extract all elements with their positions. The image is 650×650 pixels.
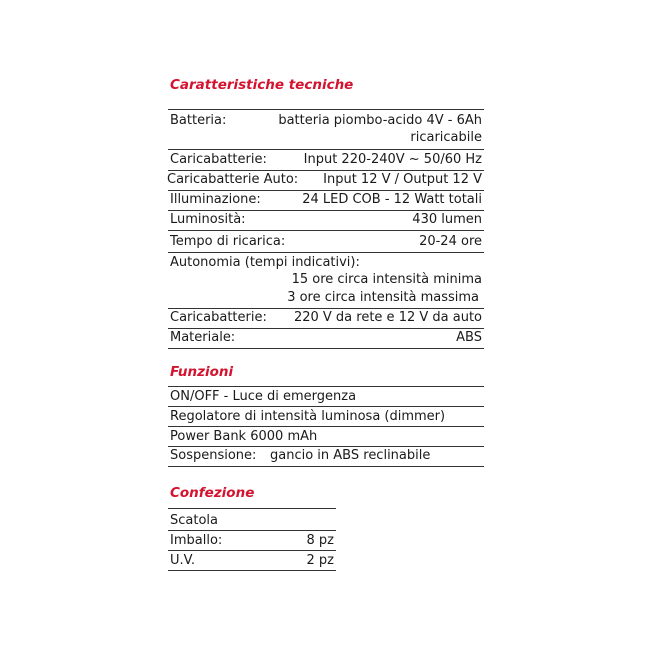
- row-label: Scatola: [170, 513, 218, 528]
- table-row: [168, 309, 484, 329]
- table-row: [168, 110, 484, 150]
- row-value: 8 pz: [306, 533, 334, 548]
- tech-table: [168, 109, 484, 349]
- tech-section-title: Caratteristiche tecniche: [170, 77, 354, 93]
- row-label: Batteria:: [170, 113, 227, 128]
- row-label: Caricabatterie Auto:: [167, 172, 299, 187]
- row-value: batteria piombo-acido 4V - 6Ah: [278, 113, 482, 128]
- table-row: [168, 407, 484, 427]
- row-label: Illuminazione:: [170, 192, 261, 207]
- table-row: [168, 171, 484, 191]
- table-row: [168, 253, 484, 309]
- row-label: Sospensione:: [170, 448, 257, 463]
- functions-table: [168, 386, 484, 467]
- row-label: Materiale:: [170, 330, 236, 345]
- row-label: Caricabatterie:: [170, 310, 267, 325]
- row-value: ABS: [456, 330, 482, 345]
- row-label: U.V.: [170, 553, 195, 568]
- row-value: 20-24 ore: [419, 234, 482, 249]
- table-row: [168, 329, 484, 349]
- row-label: Autonomia (tempi indicativi):: [170, 255, 360, 270]
- row-value: gancio in ABS reclinabile: [270, 448, 431, 463]
- row-value-continued: 3 ore circa intensità massima: [287, 290, 479, 305]
- row-value: 2 pz: [306, 553, 334, 568]
- table-row: [168, 191, 484, 211]
- table-row: [168, 551, 336, 571]
- row-value: 430 lumen: [412, 212, 482, 227]
- table-row: [168, 211, 484, 231]
- row-text: Regolatore di intensità luminosa (dimmer): [170, 409, 446, 424]
- table-row: [168, 231, 484, 253]
- row-value: 15 ore circa intensità minima: [291, 272, 482, 287]
- row-value-continued: ricaricabile: [410, 130, 482, 145]
- table-row: [168, 447, 484, 467]
- functions-section-title: Funzioni: [170, 364, 234, 380]
- row-value: 24 LED COB - 12 Watt totali: [302, 192, 482, 207]
- row-value: Input 220-240V ~ 50/60 Hz: [303, 152, 482, 167]
- table-row: [168, 150, 484, 171]
- table-row: [168, 427, 484, 447]
- table-row: [168, 509, 336, 531]
- table-row: [168, 387, 484, 407]
- row-label: Luminosità:: [170, 212, 246, 227]
- row-value: 220 V da rete e 12 V da auto: [293, 310, 482, 325]
- row-label: Caricabatterie:: [170, 152, 267, 167]
- row-label: Tempo di ricarica:: [170, 234, 286, 249]
- row-label: Imballo:: [170, 533, 223, 548]
- package-section-title: Confezione: [170, 485, 255, 501]
- package-table: [168, 508, 336, 571]
- row-text: ON/OFF - Luce di emergenza: [170, 389, 357, 404]
- table-row: [168, 531, 336, 551]
- row-value: Input 12 V / Output 12 V: [323, 172, 482, 187]
- row-text: Power Bank 6000 mAh: [170, 429, 318, 444]
